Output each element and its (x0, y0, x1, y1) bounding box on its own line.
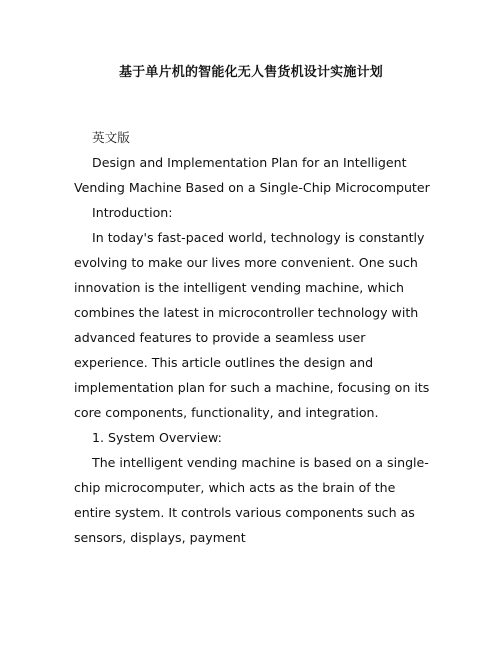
paragraph-system-overview-text: The intelligent vending machine is based on a single-chip microcomputer, which acts as the brain of the entire system. It controls various components such as sensors, displays, payment (74, 455, 429, 545)
document-title: 基于单片机的智能化无人售货机设计实施计划 (118, 65, 383, 80)
document-body (74, 125, 430, 550)
paragraph-introduction-text: In today's fast-paced world, technology is constantly evolving to make our lives more convenient. One such innovation is the intelligent vending machine, which combines the latest in microcontroller technology with advanced features to provide a seamless user experience. This article outlines the design and implementation plan for such a machine, focusing on its core components, functionality, and integration. (74, 230, 430, 420)
paragraph-english-title: Design and Implementation Plan for an Intelligent Vending Machine Based on a Single-Chip Microcomputer (74, 155, 430, 195)
paragraph-system-overview-heading: 1. System Overview: (92, 430, 222, 445)
paragraph-version-label: 英文版 (92, 130, 130, 145)
paragraph-introduction-heading: Introduction: (92, 205, 173, 220)
